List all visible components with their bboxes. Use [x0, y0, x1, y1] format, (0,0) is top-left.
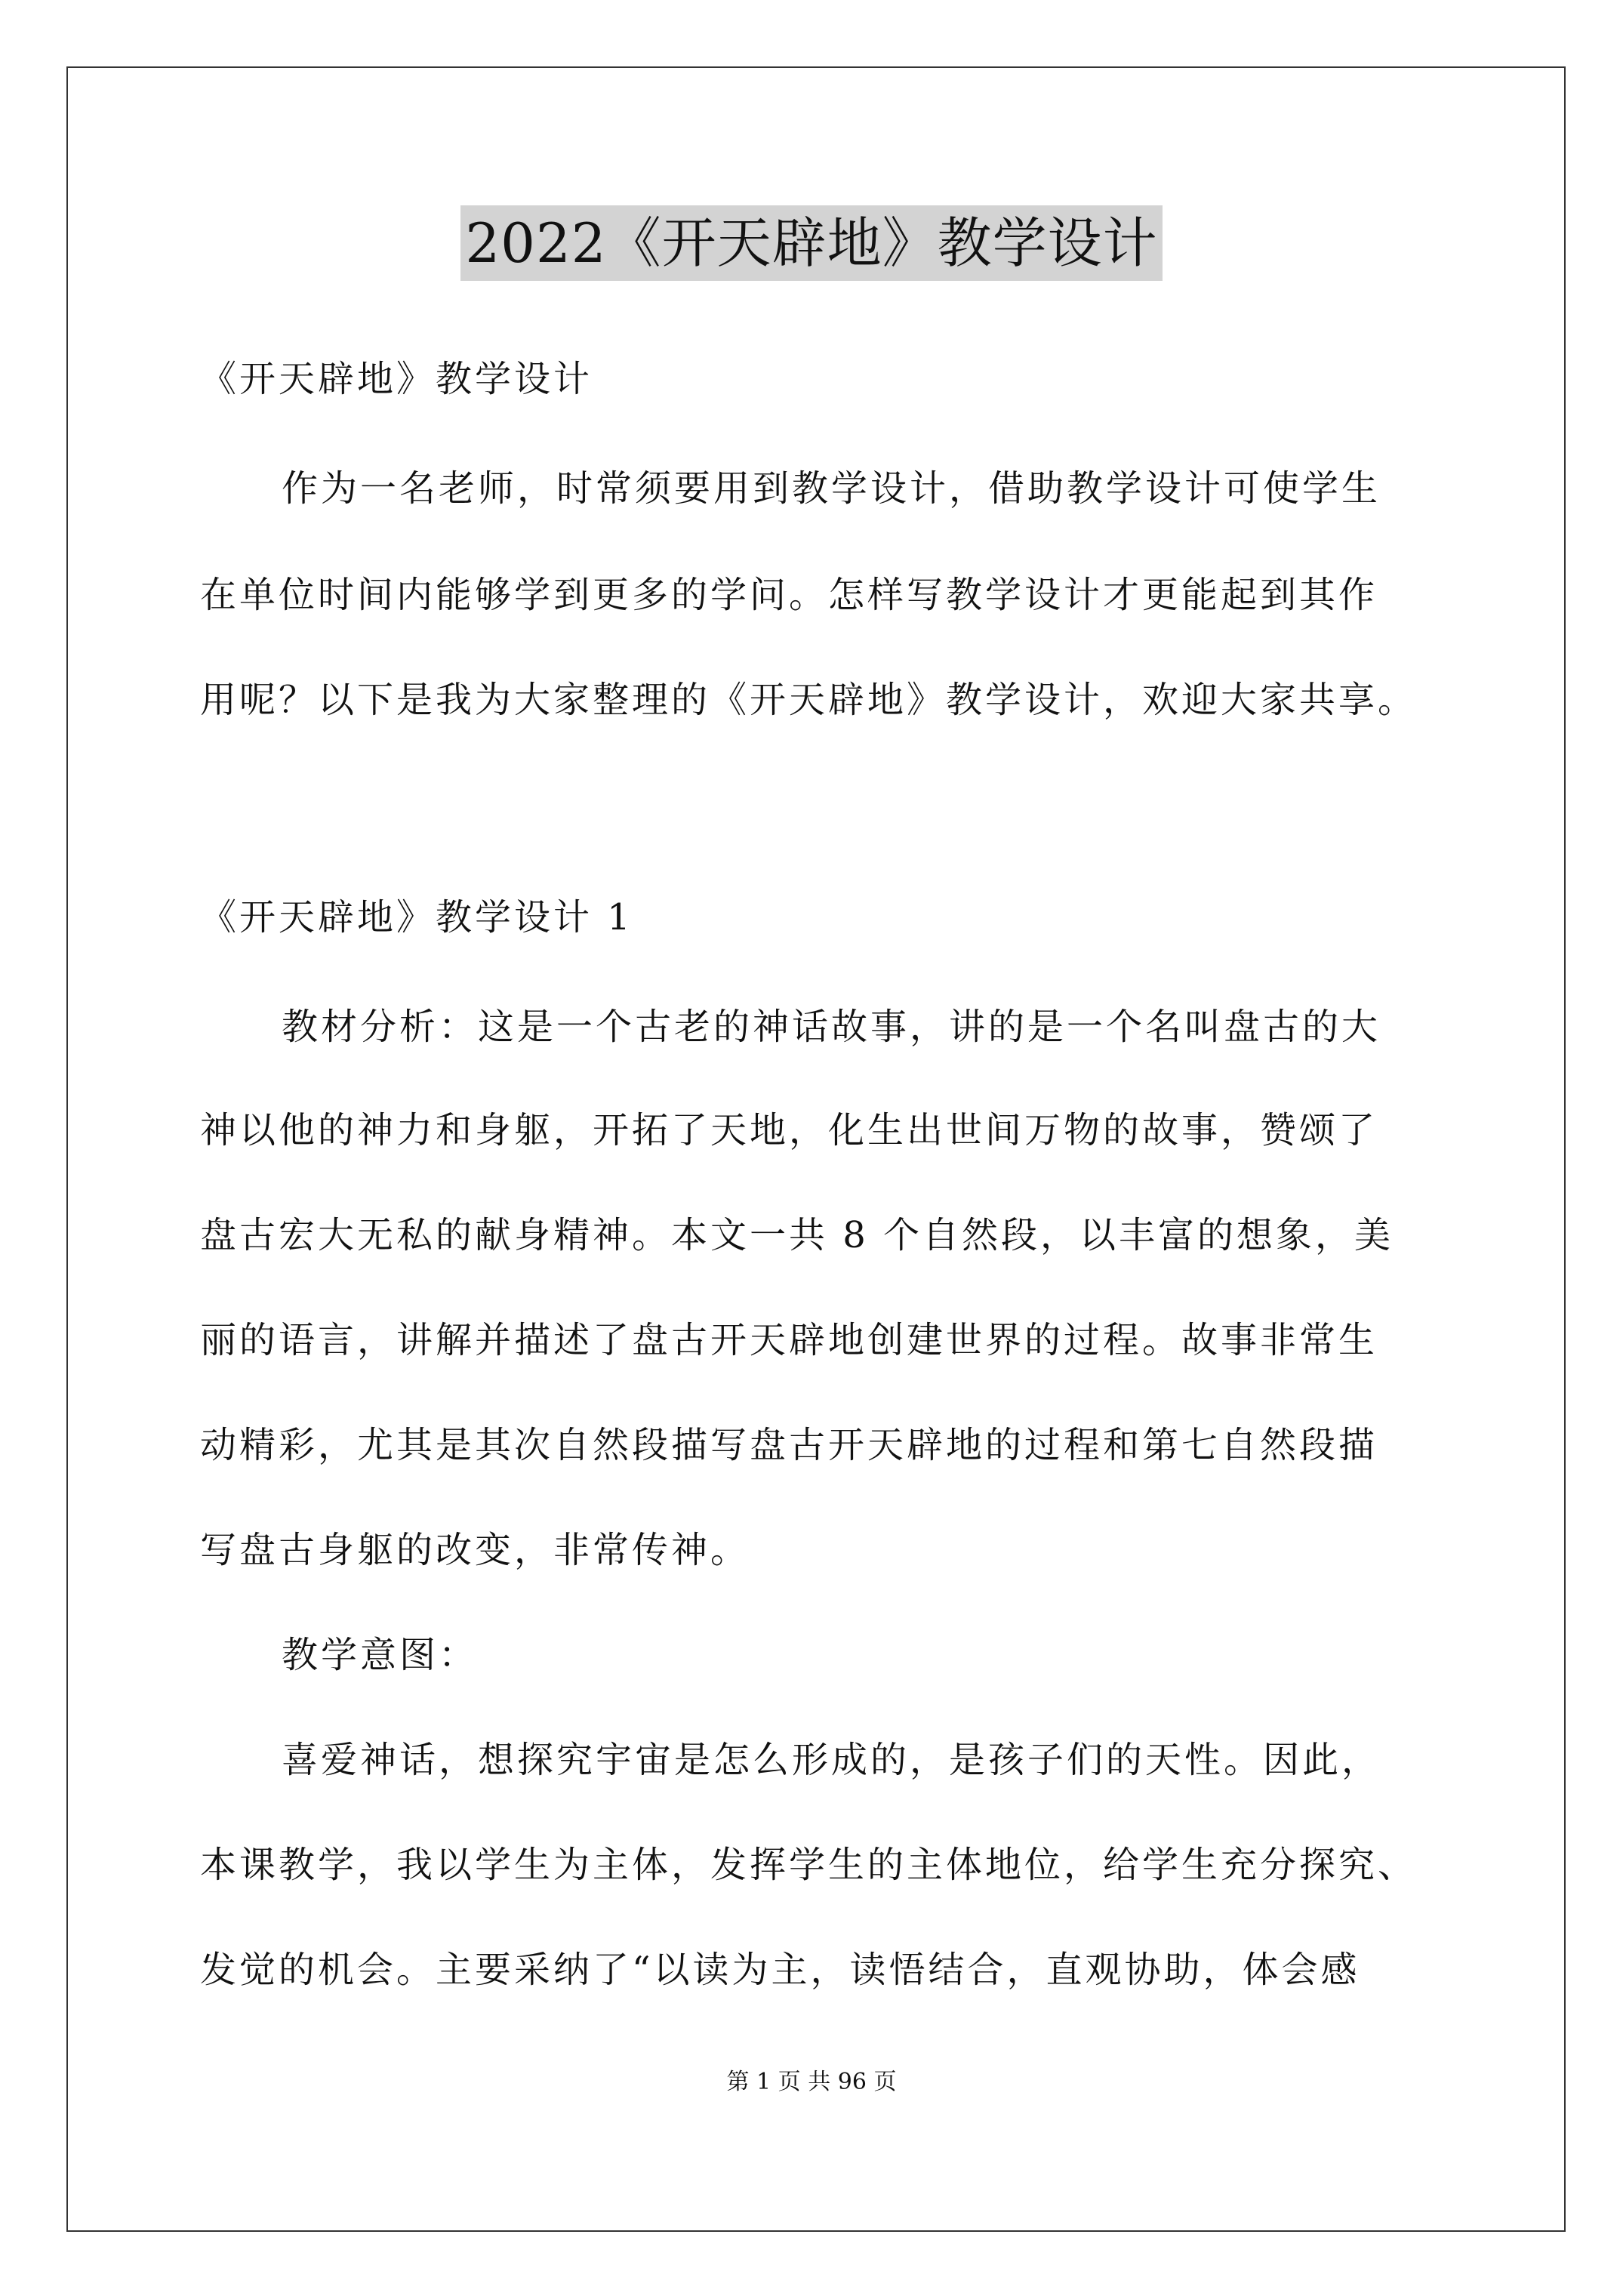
page-footer: 第 1 页 共 96 页	[726, 2069, 897, 2095]
body-line: 作为一名老师，时常须要用到教学设计，借助教学设计可使学生	[282, 467, 1381, 510]
subtitle-line: 《开天辟地》教学设计	[200, 358, 593, 400]
body-line: 写盘古身躯的改变，非常传神。	[200, 1529, 750, 1571]
body-line: 教学意图：	[282, 1634, 479, 1676]
body-line: 神以他的神力和身躯，开拓了天地，化生出世间万物的故事，赞颂了	[200, 1109, 1378, 1151]
body-line: 丽的语言，讲解并描述了盘古开天辟地创建世界的过程。故事非常生	[200, 1319, 1378, 1361]
body-line: 在单位时间内能够学到更多的学问。怎样写教学设计才更能起到其作	[200, 574, 1378, 616]
body-line: 发觉的机会。主要采纳了“以读为主，读悟结合，直观协助，体会感	[200, 1949, 1360, 1991]
body-line: 喜爱神话，想探究宇宙是怎么形成的，是孩子们的天性。因此，	[282, 1739, 1381, 1781]
document-title: 2022《开天辟地》教学设计	[460, 205, 1162, 281]
body-line: 动精彩，尤其是其次自然段描写盘古开天辟地的过程和第七自然段描	[200, 1424, 1378, 1466]
body-line: 教材分析：这是一个古老的神话故事，讲的是一个名叫盘古的大	[282, 1006, 1381, 1048]
body-line: 本课教学，我以学生为主体，发挥学生的主体地位，给学生充分探究、	[200, 1844, 1418, 1886]
section-heading: 《开天辟地》教学设计 1	[200, 896, 633, 938]
title-container	[0, 205, 1623, 281]
body-line: 用呢？以下是我为大家整理的《开天辟地》教学设计，欢迎大家共享。	[200, 679, 1418, 721]
body-line: 盘古宏大无私的献身精神。本文一共 8 个自然段，以丰富的想象，美	[200, 1214, 1394, 1256]
